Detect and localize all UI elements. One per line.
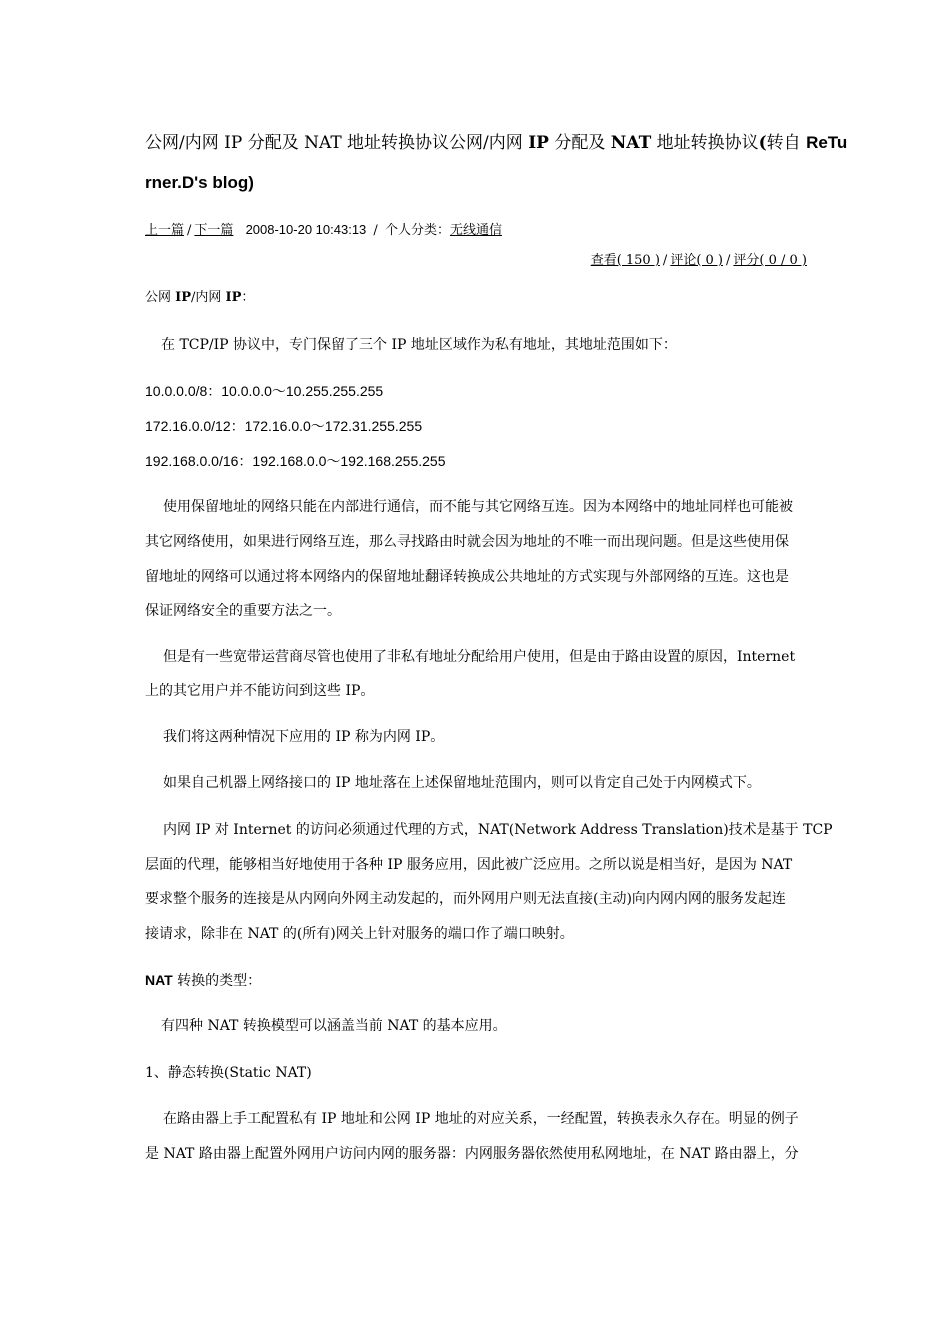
prev-post-link[interactable]: 上一篇	[145, 223, 185, 238]
paragraph-line: 在路由器上手工配置私有 IP 地址和公网 IP 地址的对应关系，一经配置，转换表永久存在。明显的例子	[163, 1111, 799, 1127]
heading-text: /内网	[191, 290, 226, 305]
category-label: 个人分类：	[384, 223, 450, 238]
address-range: 10.0.0.0/8：10.0.0.0～10.255.255.255	[145, 383, 384, 399]
paragraph-line: 接请求，除非在 NAT 的(所有)网关上针对服务的端口作了端口映射。	[145, 926, 574, 942]
paragraph-line: 其它网络使用，如果进行网络互连，那么寻找路由时就会因为地址的不唯一而出现问题。但是这些使用保	[145, 534, 789, 550]
address-range: 192.168.0.0/16：192.168.0.0～192.168.255.255	[145, 453, 446, 469]
paragraph-line: 使用保留地址的网络只能在内部进行通信，而不能与其它网络互连。因为本网络中的地址同样也可能被	[163, 499, 793, 515]
next-post-link[interactable]: 下一篇	[194, 223, 234, 238]
address-range: 172.16.0.0/12：172.16.0.0～172.31.255.255	[145, 418, 423, 434]
separator: /	[726, 253, 731, 268]
separator: /	[373, 223, 378, 238]
paragraph-line: 留地址的网络可以通过将本网络内的保留地址翻译转换成公共地址的方式实现与外部网络的互连。这也是	[145, 569, 789, 585]
title-text: 转自	[766, 133, 807, 153]
list-item-static-nat: 1、静态转换(Static NAT)	[145, 1065, 312, 1081]
post-datetime: 2008-10-20 10:43:13	[245, 222, 367, 237]
heading-bold: IP	[175, 290, 191, 305]
rating-link[interactable]: 评分( 0 / 0 )	[733, 253, 807, 268]
paragraph-line: 上的其它用户并不能访问到这些 IP。	[145, 683, 375, 699]
title-bold: (	[758, 133, 767, 153]
heading-bold: IP	[225, 290, 242, 305]
paragraph: 在 TCP/IP 协议中，专门保留了三个 IP 地址区域作为私有地址，其地址范围如下：	[161, 337, 677, 353]
heading-text: 公网	[145, 290, 176, 305]
views-link[interactable]: 查看( 150 )	[590, 253, 660, 268]
section-heading-public-private-ip	[145, 288, 254, 308]
article-title-line-2: rner.D's blog)	[145, 173, 254, 192]
paragraph: 有四种 NAT 转换模型可以涵盖当前 NAT 的基本应用。	[161, 1018, 507, 1034]
paragraph: 我们将这两种情况下应用的 IP 称为内网 IP。	[163, 729, 445, 745]
title-bold: IP	[528, 133, 549, 153]
comments-link[interactable]: 评论( 0 )	[670, 253, 723, 268]
paragraph: 如果自己机器上网络接口的 IP 地址落在上述保留地址范围内，则可以肯定自己处于内网模式下。	[163, 775, 761, 791]
title-bold: NAT	[610, 133, 652, 153]
paragraph-line: 内网 IP 对 Internet 的访问必须通过代理的方式，NAT(Network Address Translation)技术是基于 TCP	[163, 822, 833, 838]
category-link[interactable]: 无线通信	[449, 223, 502, 238]
article-meta	[145, 220, 502, 241]
article-title-line-1	[145, 132, 847, 154]
paragraph-line: 要求整个服务的连接是从内网向外网主动发起的，而外网用户则无法直接(主动)向内网内网的服务发起连	[145, 891, 786, 907]
paragraph-line: 是 NAT 路由器上配置外网用户访问内网的服务器：内网服务器依然使用私网地址，在 NAT 路由器上，分	[145, 1146, 799, 1162]
article-stats	[145, 251, 807, 271]
section-heading-nat-types	[145, 970, 261, 991]
separator: /	[662, 253, 668, 268]
paragraph-line: 层面的代理，能够相当好地使用于各种 IP 服务应用，因此被广泛应用。之所以说是相当好，是因为 NAT	[145, 857, 793, 873]
paragraph-line: 但是有一些宽带运营商尽管也使用了非私有地址分配给用户使用，但是由于路由设置的原因，Internet	[163, 649, 796, 665]
title-text: 地址转换协议	[651, 133, 759, 153]
separator: /	[187, 223, 192, 238]
paragraph-line: 保证网络安全的重要方法之一。	[145, 603, 341, 619]
heading-text: ：	[241, 290, 255, 305]
title-text: 分配及	[548, 133, 611, 153]
title-bold: ReTu	[806, 133, 848, 152]
heading-bold: NAT	[145, 972, 173, 988]
title-text: 公网/内网 IP 分配及 NAT 地址转换协议公网/内网	[145, 133, 529, 153]
heading-text: 转换的类型：	[172, 973, 262, 989]
